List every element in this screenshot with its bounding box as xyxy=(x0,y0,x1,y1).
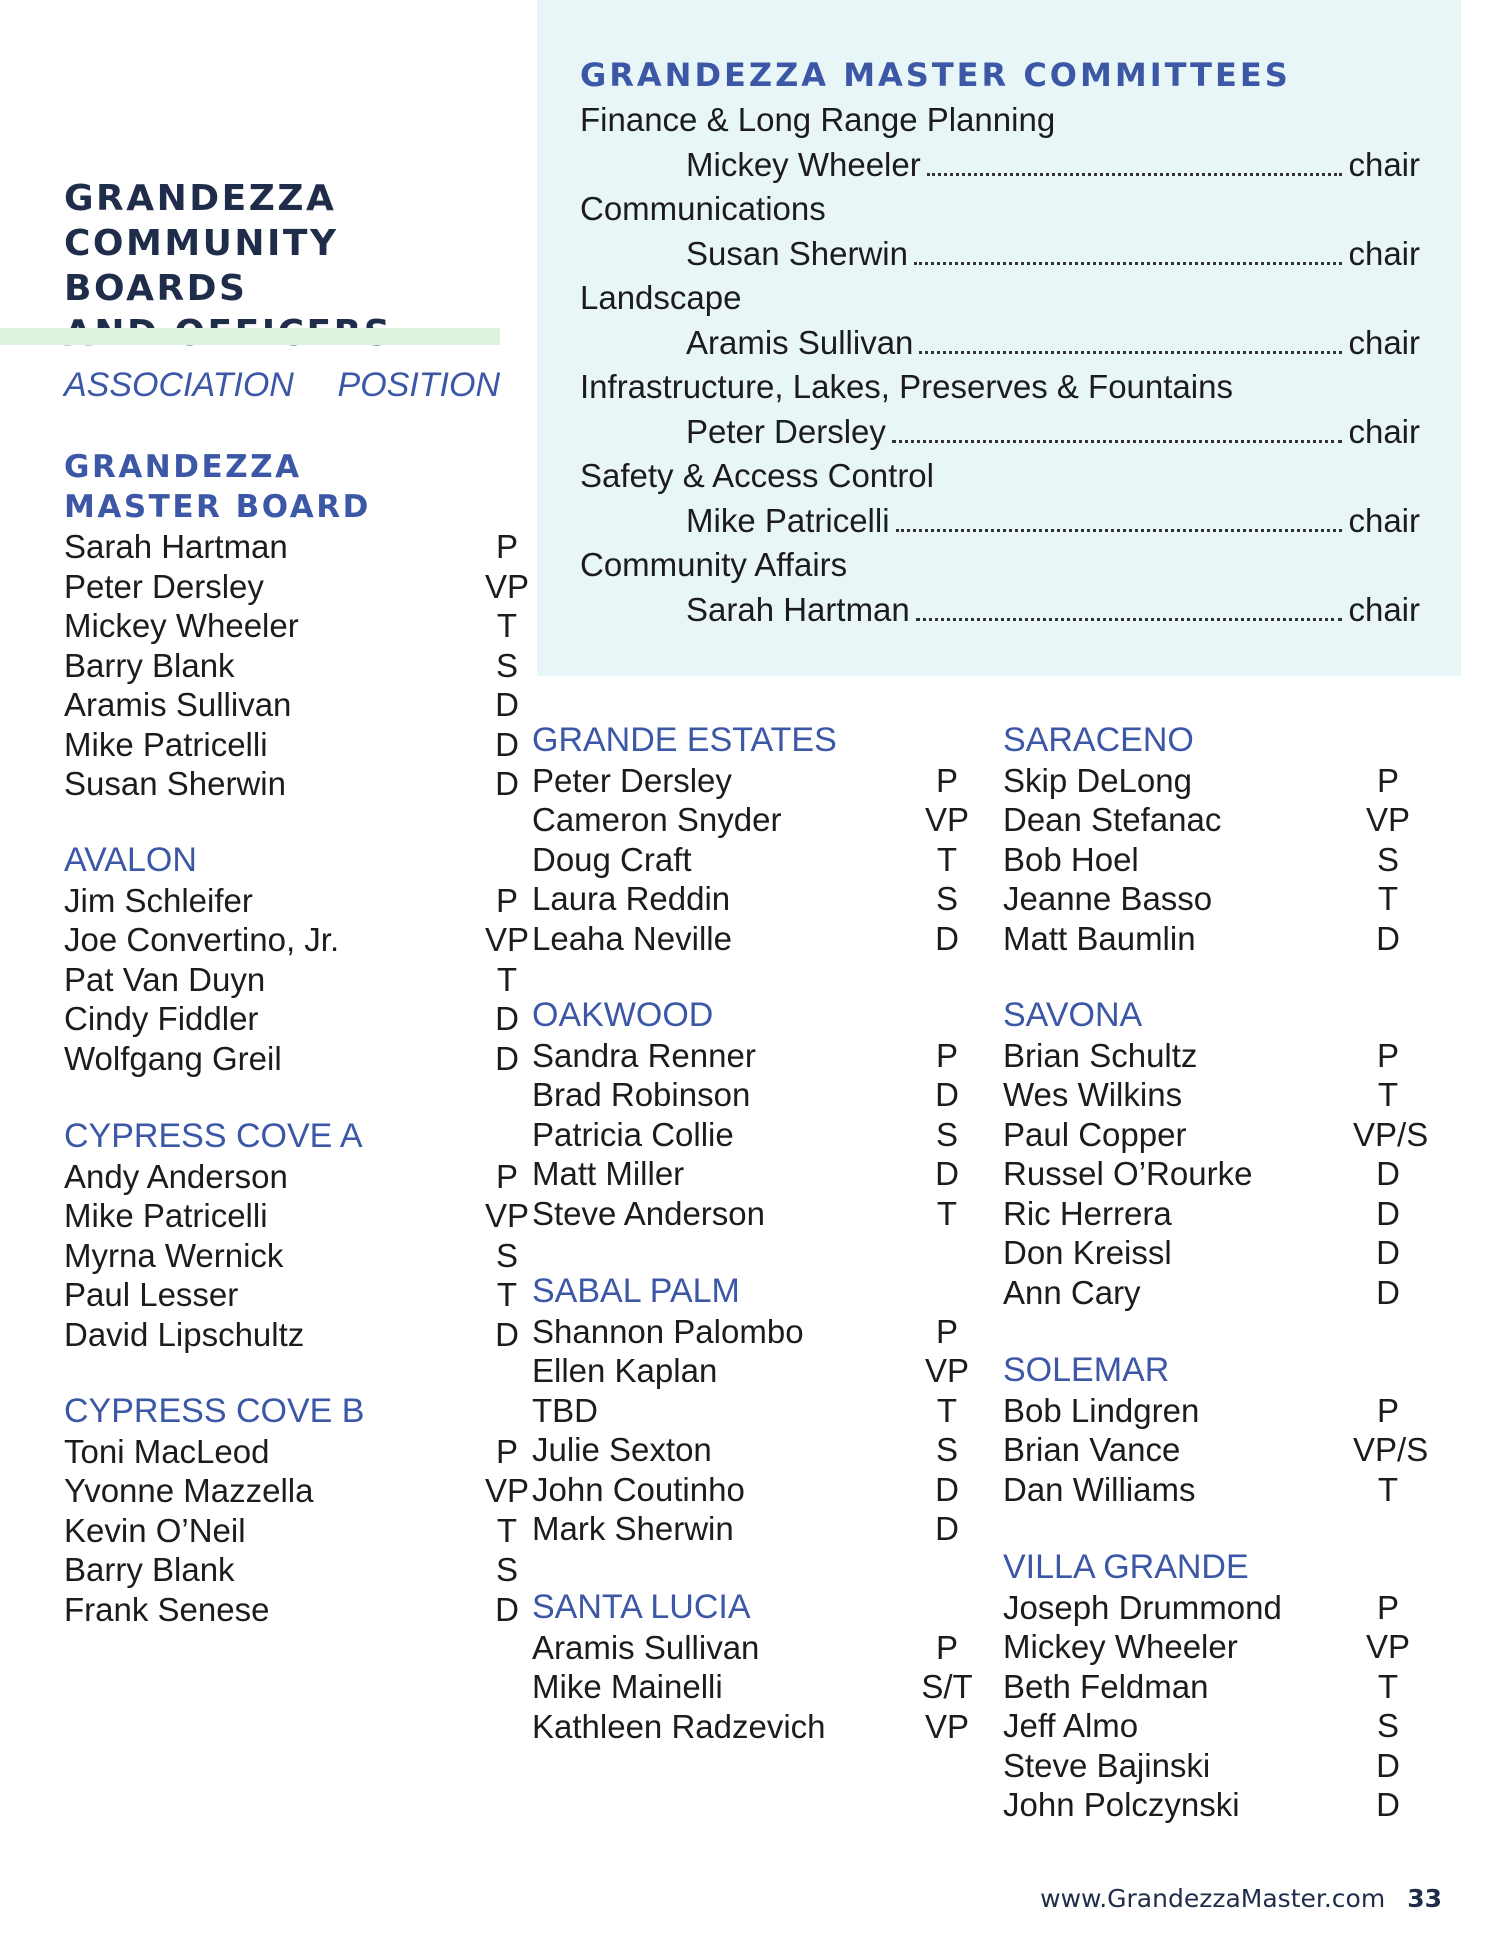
member-position: VP/S xyxy=(1353,1431,1429,1468)
member-name: Kevin O’Neil xyxy=(64,1511,246,1549)
page-number: 33 xyxy=(1407,1884,1442,1913)
board-avalon xyxy=(64,841,530,1078)
member-position: S xyxy=(935,1431,958,1468)
committees-title: GRANDEZZA MASTER COMMITTEES xyxy=(580,56,1291,94)
member-row xyxy=(532,1470,982,1510)
member-row xyxy=(64,725,524,765)
member-name: John Polczynski xyxy=(1003,1786,1240,1823)
member-position: D xyxy=(935,1510,959,1547)
member-position: P xyxy=(1376,1588,1399,1626)
member-name: Dean Stefanac xyxy=(1003,801,1222,838)
member-row xyxy=(532,1509,982,1549)
member-name: Susan Sherwin xyxy=(64,765,286,802)
member-position: VP xyxy=(484,921,530,958)
member-position: VP/S xyxy=(1353,1115,1429,1153)
member-name: Paul Copper xyxy=(1003,1115,1187,1153)
member-position: VP xyxy=(484,1197,530,1234)
member-row xyxy=(64,1432,524,1472)
board-title: MASTER BOARD xyxy=(64,488,371,525)
member-row xyxy=(1003,879,1443,919)
member-row xyxy=(1003,1391,1443,1431)
board-title: GRANDEZZA xyxy=(64,449,302,485)
member-position: T xyxy=(1377,1076,1399,1113)
member-name: Steve Anderson xyxy=(532,1194,765,1232)
page-title-line: COMMUNITY BOARDS xyxy=(64,223,339,309)
member-position: T xyxy=(936,1391,958,1429)
member-name: Pat Van Duyn xyxy=(64,960,266,998)
page-footer xyxy=(1040,1884,1442,1913)
member-row xyxy=(532,1036,982,1076)
member-position: D xyxy=(495,686,519,723)
member-position: T xyxy=(496,1511,518,1549)
association-header: ASSOCIATION xyxy=(64,366,294,404)
member-name: Joe Convertino, Jr. xyxy=(64,921,340,958)
member-position: T xyxy=(936,1194,958,1232)
member-row xyxy=(64,1275,524,1315)
member-name: Mickey Wheeler xyxy=(64,607,299,644)
member-position: P xyxy=(1376,761,1399,799)
member-name: Steve Bajinski xyxy=(1003,1746,1211,1784)
board-villa-grande xyxy=(1003,1548,1443,1825)
member-row xyxy=(1003,1194,1443,1234)
member-name: Julie Sexton xyxy=(532,1431,712,1468)
dot-leader xyxy=(914,262,1343,265)
member-position: P xyxy=(935,1628,958,1666)
member-position: T xyxy=(1377,1667,1399,1705)
member-position: D xyxy=(935,1076,959,1113)
member-row xyxy=(1003,840,1443,880)
member-position: D xyxy=(1376,1273,1400,1311)
board-grande-estates xyxy=(532,721,982,958)
member-name: Myrna Wernick xyxy=(64,1236,284,1274)
board-title: GRANDE ESTATES xyxy=(532,721,837,759)
member-name: Doug Craft xyxy=(532,840,692,878)
member-row xyxy=(532,1075,982,1115)
committee-name: Community Affairs xyxy=(580,546,848,583)
committee-chair-row xyxy=(686,410,1420,455)
committee-chair-row xyxy=(686,321,1420,366)
member-position: S xyxy=(1376,1707,1399,1744)
member-name: Toni MacLeod xyxy=(64,1432,270,1470)
member-row xyxy=(64,764,524,804)
board-sabal-palm xyxy=(532,1272,982,1549)
member-row xyxy=(1003,1036,1443,1076)
member-row xyxy=(532,1430,982,1470)
member-row xyxy=(532,800,982,840)
member-row xyxy=(532,1667,982,1707)
member-position: P xyxy=(495,881,518,919)
member-position: D xyxy=(1376,1746,1400,1784)
board-santa-lucia xyxy=(532,1588,982,1746)
board-solemar xyxy=(1003,1351,1443,1509)
chair-label: chair xyxy=(1348,234,1420,272)
member-position: VP xyxy=(484,567,530,605)
member-name: Mark Sherwin xyxy=(532,1510,734,1547)
member-name: Barry Blank xyxy=(64,646,235,684)
member-name: Joseph Drummond xyxy=(1003,1588,1282,1626)
member-name: Matt Baumlin xyxy=(1003,919,1196,957)
member-row xyxy=(64,999,524,1039)
member-position: P xyxy=(935,1036,958,1074)
member-name: Don Kreissl xyxy=(1003,1234,1172,1271)
member-name: Peter Dersley xyxy=(532,761,732,799)
member-position: D xyxy=(1376,1234,1400,1271)
member-name: Barry Blank xyxy=(64,1551,235,1588)
member-row xyxy=(64,567,530,607)
member-row xyxy=(1003,761,1443,801)
member-name: Shannon Palombo xyxy=(532,1312,804,1350)
member-position: D xyxy=(1376,1155,1400,1192)
committee-name: Landscape xyxy=(580,279,742,316)
member-row xyxy=(64,646,524,686)
member-position: S/T xyxy=(921,1668,973,1705)
member-name: Mike Patricelli xyxy=(64,1197,268,1234)
committee-name: Infrastructure, Lakes, Preserves & Fountains xyxy=(580,368,1233,405)
dot-leader xyxy=(896,529,1343,532)
member-row xyxy=(64,685,524,725)
member-row xyxy=(1003,1588,1443,1628)
member-row xyxy=(532,1312,982,1352)
member-row xyxy=(64,1315,524,1355)
board-title: SABAL PALM xyxy=(532,1272,740,1310)
committee-chair-row xyxy=(686,588,1420,633)
member-position: P xyxy=(495,1157,518,1195)
chair-name: Sarah Hartman xyxy=(686,590,910,628)
member-name: Sarah Hartman xyxy=(64,528,288,565)
member-row xyxy=(532,1707,982,1747)
dot-leader xyxy=(892,440,1343,443)
member-name: Matt Miller xyxy=(532,1155,685,1192)
member-row xyxy=(1003,1430,1443,1470)
board-cypress-cove-b xyxy=(64,1392,530,1629)
member-position: S xyxy=(1376,840,1399,878)
member-row xyxy=(532,840,982,880)
member-row xyxy=(532,1628,982,1668)
committees-panel xyxy=(537,0,1461,676)
member-row xyxy=(64,527,524,567)
member-row xyxy=(1003,1627,1443,1667)
member-position: S xyxy=(495,646,518,684)
board-master xyxy=(64,448,530,804)
member-row xyxy=(1003,1667,1443,1707)
member-name: Aramis Sullivan xyxy=(532,1628,760,1666)
chair-name: Peter Dersley xyxy=(686,412,886,450)
member-position: S xyxy=(935,880,958,917)
member-name: Dan Williams xyxy=(1003,1470,1196,1508)
member-row xyxy=(64,920,530,960)
member-name: Sandra Renner xyxy=(532,1036,756,1074)
member-position: VP xyxy=(484,1472,530,1509)
member-position: D xyxy=(935,1155,959,1192)
member-position: D xyxy=(495,725,519,763)
chair-label: chair xyxy=(1348,590,1420,628)
member-name: Ellen Kaplan xyxy=(532,1352,718,1389)
member-position: VP xyxy=(924,801,970,838)
member-name: Peter Dersley xyxy=(64,567,264,605)
member-row xyxy=(1003,800,1443,840)
board-title: OAKWOOD xyxy=(532,996,714,1034)
member-row xyxy=(1003,1115,1443,1155)
board-oakwood xyxy=(532,996,982,1233)
member-name: TBD xyxy=(532,1391,598,1429)
committee-item xyxy=(580,276,1420,365)
member-row xyxy=(1003,1785,1443,1825)
member-row xyxy=(532,1115,982,1155)
committee-name: Finance & Long Range Planning xyxy=(580,101,1056,138)
member-row xyxy=(64,1196,530,1236)
member-row xyxy=(1003,1075,1443,1115)
member-name: Paul Lesser xyxy=(64,1276,239,1313)
member-name: Cindy Fiddler xyxy=(64,1000,259,1037)
member-name: Wes Wilkins xyxy=(1003,1076,1183,1113)
committee-name: Safety & Access Control xyxy=(580,457,934,494)
member-name: Frank Senese xyxy=(64,1590,270,1628)
member-name: Aramis Sullivan xyxy=(64,686,292,723)
chair-label: chair xyxy=(1348,501,1420,539)
member-row xyxy=(64,1511,524,1551)
chair-label: chair xyxy=(1348,323,1420,361)
member-position: T xyxy=(496,960,518,998)
member-position: VP xyxy=(924,1707,970,1745)
board-saraceno xyxy=(1003,721,1443,958)
member-position: D xyxy=(495,765,519,802)
member-row xyxy=(1003,1470,1443,1510)
board-title: SANTA LUCIA xyxy=(532,1588,751,1626)
board-title: VILLA GRANDE xyxy=(1003,1548,1249,1586)
member-position: D xyxy=(1376,1194,1400,1232)
member-name: Brad Robinson xyxy=(532,1076,751,1113)
member-position: S xyxy=(935,1115,958,1153)
committees-list xyxy=(580,98,1420,632)
member-position: D xyxy=(495,1315,519,1353)
board-cypress-cove-a xyxy=(64,1117,530,1354)
member-name: Beth Feldman xyxy=(1003,1667,1209,1705)
website-url: www.GrandezzaMaster.com xyxy=(1040,1884,1386,1913)
member-name: Yvonne Mazzella xyxy=(64,1472,314,1509)
member-position: VP xyxy=(924,1352,970,1389)
member-position: T xyxy=(1377,1470,1399,1508)
member-position: P xyxy=(495,1432,518,1470)
member-row xyxy=(532,761,982,801)
member-name: Brian Schultz xyxy=(1003,1036,1198,1074)
member-position: P xyxy=(935,1312,958,1350)
member-position: P xyxy=(1376,1391,1399,1429)
chair-name: Mike Patricelli xyxy=(686,501,890,539)
member-position: T xyxy=(936,840,958,878)
member-row xyxy=(64,960,524,1000)
member-name: Mike Patricelli xyxy=(64,725,268,763)
member-name: Ann Cary xyxy=(1003,1273,1141,1311)
member-row xyxy=(1003,1706,1443,1746)
member-name: Russel O’Rourke xyxy=(1003,1155,1253,1192)
committee-chair-row xyxy=(686,232,1420,277)
member-row xyxy=(64,881,524,921)
member-name: Mickey Wheeler xyxy=(1003,1628,1238,1665)
member-row xyxy=(64,1157,524,1197)
member-name: Laura Reddin xyxy=(532,880,731,917)
member-name: Brian Vance xyxy=(1003,1431,1181,1468)
member-position: S xyxy=(495,1236,518,1274)
member-name: Jim Schleifer xyxy=(64,881,253,919)
member-name: David Lipschultz xyxy=(64,1315,305,1353)
member-position: T xyxy=(496,607,518,644)
member-name: Bob Lindgren xyxy=(1003,1391,1200,1429)
member-position: D xyxy=(1376,1786,1400,1823)
member-name: Cameron Snyder xyxy=(532,801,782,838)
chair-name: Aramis Sullivan xyxy=(686,323,914,361)
committee-item xyxy=(580,365,1420,454)
dot-leader xyxy=(919,351,1342,354)
board-title: AVALON xyxy=(64,841,197,879)
member-position: D xyxy=(495,1000,519,1037)
member-name: Andy Anderson xyxy=(64,1157,288,1195)
member-row xyxy=(532,879,982,919)
committee-item xyxy=(580,454,1420,543)
member-name: Jeff Almo xyxy=(1003,1707,1139,1744)
member-row xyxy=(1003,1233,1443,1273)
member-name: Jeanne Basso xyxy=(1003,880,1213,917)
committee-chair-row xyxy=(686,499,1420,544)
committee-item xyxy=(580,187,1420,276)
member-row xyxy=(1003,919,1443,959)
member-position: P xyxy=(495,528,518,565)
member-position: P xyxy=(1376,1036,1399,1074)
member-row xyxy=(1003,1746,1443,1786)
member-row xyxy=(64,1236,524,1276)
member-position: VP xyxy=(1365,801,1411,838)
board-title: CYPRESS COVE B xyxy=(64,1392,365,1430)
dot-leader xyxy=(916,618,1343,621)
board-title: SOLEMAR xyxy=(1003,1351,1170,1389)
committee-item xyxy=(580,543,1420,632)
chair-label: chair xyxy=(1348,412,1420,450)
board-title: SAVONA xyxy=(1003,996,1143,1034)
member-row xyxy=(64,1590,524,1630)
board-title: SARACENO xyxy=(1003,721,1194,759)
member-row xyxy=(64,606,524,646)
board-title: CYPRESS COVE A xyxy=(64,1117,363,1155)
member-row xyxy=(1003,1273,1443,1313)
member-name: Mike Mainelli xyxy=(532,1668,723,1705)
title-divider xyxy=(0,328,500,345)
member-position: D xyxy=(1376,919,1400,957)
member-position: P xyxy=(935,761,958,799)
member-position: T xyxy=(1377,880,1399,917)
member-name: Leaha Neville xyxy=(532,919,732,957)
member-name: Patricia Collie xyxy=(532,1115,734,1153)
member-position: T xyxy=(496,1276,518,1313)
board-savona xyxy=(1003,996,1443,1312)
member-name: Ric Herrera xyxy=(1003,1194,1172,1232)
position-header: POSITION xyxy=(337,366,500,404)
member-position: D xyxy=(495,1039,519,1077)
member-row xyxy=(532,1351,982,1391)
chair-name: Mickey Wheeler xyxy=(686,145,921,183)
dot-leader xyxy=(927,173,1343,176)
member-row xyxy=(532,1391,982,1431)
member-row xyxy=(532,1194,982,1234)
member-name: Kathleen Radzevich xyxy=(532,1707,826,1745)
member-name: Wolfgang Greil xyxy=(64,1039,282,1077)
member-name: Skip DeLong xyxy=(1003,761,1192,799)
member-name: John Coutinho xyxy=(532,1470,745,1508)
member-row xyxy=(532,1154,982,1194)
chair-label: chair xyxy=(1348,145,1420,183)
member-name: Bob Hoel xyxy=(1003,840,1139,878)
committee-item xyxy=(580,98,1420,187)
member-row xyxy=(64,1550,524,1590)
member-row xyxy=(64,1039,524,1079)
member-row xyxy=(64,1471,530,1511)
chair-name: Susan Sherwin xyxy=(686,234,908,272)
column-headers xyxy=(64,366,500,405)
page-title-line: GRANDEZZA xyxy=(64,178,337,219)
member-row xyxy=(1003,1154,1443,1194)
member-position: D xyxy=(935,1470,959,1508)
member-position: D xyxy=(495,1590,519,1628)
committee-chair-row xyxy=(686,143,1420,188)
member-position: S xyxy=(495,1551,518,1588)
member-row xyxy=(532,919,982,959)
committee-name: Communications xyxy=(580,190,826,227)
member-position: D xyxy=(935,919,959,957)
member-position: VP xyxy=(1365,1628,1411,1665)
